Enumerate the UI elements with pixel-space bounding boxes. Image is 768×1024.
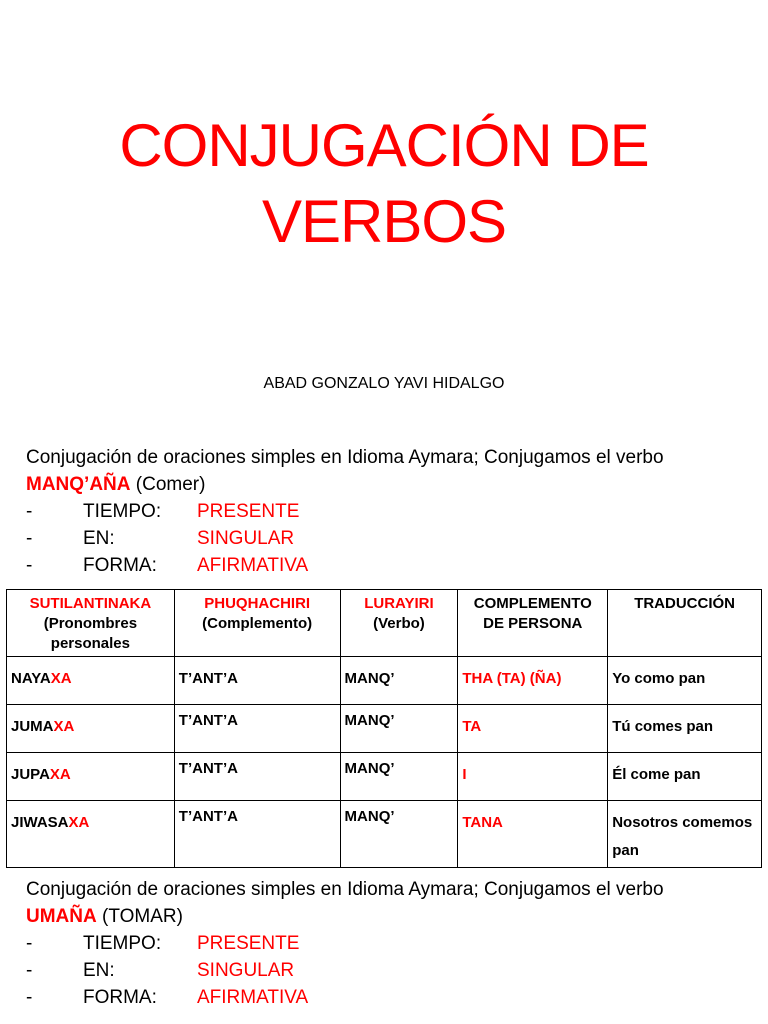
bullet-value: PRESENTE <box>197 933 300 954</box>
bullet-label: FORMA: <box>83 555 157 576</box>
bullet-label: TIEMPO: <box>83 933 162 954</box>
bullet-tiempo <box>26 930 664 957</box>
header-verbo <box>340 590 458 657</box>
conjugation-table <box>6 589 762 868</box>
pronoun-suffix: XA <box>53 718 75 735</box>
bullet-dash: - <box>26 960 33 981</box>
bullet-dash: - <box>26 528 33 549</box>
table-row <box>7 753 762 801</box>
cell-translation: Nosotros comemos pan <box>608 801 762 868</box>
bullet-value: AFIRMATIVA <box>197 555 309 576</box>
pronoun-stem: JIWASA <box>11 814 69 831</box>
bullet-dash: - <box>26 933 33 954</box>
table-row <box>7 657 762 705</box>
bullet-en <box>26 957 664 984</box>
cell-verb: MANQ’ <box>340 801 458 868</box>
pronoun-suffix: XA <box>50 670 72 687</box>
verb-name: UMAÑA <box>26 906 97 927</box>
header-spanish: COMPLEMENTO DE PERSONA <box>473 595 592 632</box>
person-suffix: I <box>462 766 467 783</box>
header-complemento <box>174 590 340 657</box>
cell-person <box>458 705 608 753</box>
header-spanish: TRADUCCIÓN <box>634 595 736 612</box>
header-spanish: (Verbo) <box>373 615 425 632</box>
cell-verb: MANQ’ <box>340 753 458 801</box>
pronoun-stem: JUPA <box>11 766 50 783</box>
bullet-dash: - <box>26 501 33 522</box>
table-row <box>7 705 762 753</box>
bullet-value: PRESENTE <box>197 501 300 522</box>
section-umana <box>26 876 664 1011</box>
cell-complement: T’ANT’A <box>174 801 340 868</box>
person-suffix: TA <box>462 718 482 735</box>
header-aymara: PHUQHACHIRI <box>204 595 311 612</box>
cell-pronoun <box>7 705 175 753</box>
bullet-value: AFIRMATIVA <box>197 987 309 1008</box>
title-line-1: CONJUGACIÓN DE <box>119 112 649 179</box>
header-complemento-persona <box>458 590 608 657</box>
header-aymara: LURAYIRI <box>364 595 434 612</box>
cell-complement: T’ANT’A <box>174 705 340 753</box>
bullet-tiempo <box>26 498 664 525</box>
cell-translation: Yo como pan <box>608 657 762 705</box>
page-title <box>0 108 768 260</box>
cell-verb: MANQ’ <box>340 657 458 705</box>
cell-complement: T’ANT’A <box>174 753 340 801</box>
header-spanish: (Pronombres personales <box>43 615 138 652</box>
cell-verb: MANQ’ <box>340 705 458 753</box>
cell-person <box>458 753 608 801</box>
header-aymara: SUTILANTINAKA <box>29 595 152 612</box>
pronoun-suffix: XA <box>68 814 90 831</box>
author-name: ABAD GONZALO YAVI HIDALGO <box>263 375 505 392</box>
cell-pronoun <box>7 801 175 868</box>
cell-pronoun <box>7 657 175 705</box>
bullet-dash: - <box>26 987 33 1008</box>
bullet-dash: - <box>26 555 33 576</box>
cell-translation: Tú comes pan <box>608 705 762 753</box>
bullet-forma <box>26 984 664 1011</box>
verb-name: MANQ’AÑA <box>26 474 131 495</box>
header-spanish: (Complemento) <box>202 615 313 632</box>
cell-person <box>458 657 608 705</box>
table-header-row <box>7 590 762 657</box>
verb-meaning: (Comer) <box>130 474 206 495</box>
table-row <box>7 801 762 868</box>
cell-translation: Él come pan <box>608 753 762 801</box>
pronoun-suffix: XA <box>49 766 71 783</box>
verb-line <box>26 903 664 930</box>
header-traduccion <box>608 590 762 657</box>
cell-pronoun <box>7 753 175 801</box>
bullet-value: SINGULAR <box>197 528 295 549</box>
person-suffix: TANA <box>462 814 503 831</box>
bullet-forma <box>26 552 664 579</box>
pronoun-stem: NAYA <box>11 670 51 687</box>
bullet-label: TIEMPO: <box>83 501 162 522</box>
section-manqana <box>26 444 664 579</box>
pronoun-stem: JUMA <box>11 718 54 735</box>
verb-meaning: (TOMAR) <box>96 906 183 927</box>
bullet-label: FORMA: <box>83 987 157 1008</box>
cell-person <box>458 801 608 868</box>
bullet-en <box>26 525 664 552</box>
verb-line <box>26 471 664 498</box>
bullet-label: EN: <box>83 960 115 981</box>
person-suffix: THA (TA) (ÑA) <box>462 670 562 687</box>
section-intro: Conjugación de oraciones simples en Idioma Aymara; Conjugamos el verbo <box>26 447 664 468</box>
bullet-value: SINGULAR <box>197 960 295 981</box>
section-intro: Conjugación de oraciones simples en Idioma Aymara; Conjugamos el verbo <box>26 879 664 900</box>
header-pronombres <box>7 590 175 657</box>
title-line-2: VERBOS <box>261 188 507 255</box>
cell-complement: T’ANT’A <box>174 657 340 705</box>
bullet-label: EN: <box>83 528 115 549</box>
